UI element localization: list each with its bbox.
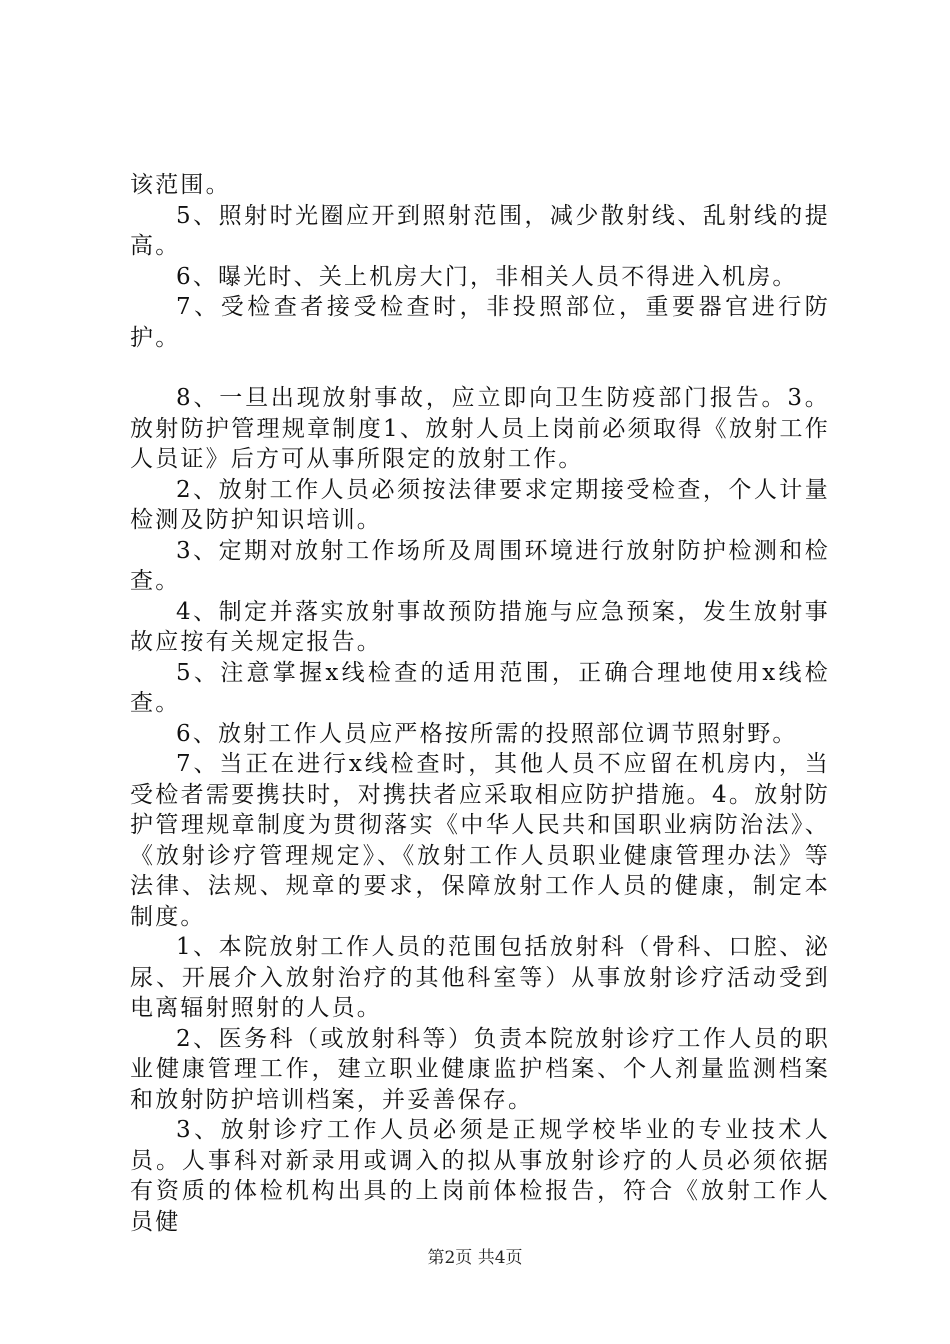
paragraph-2: 5、照射时光圈应开到照射范围，减少散射线、乱射线的提高。 (130, 202, 830, 259)
paragraph-7: 3、定期对放射工作场所及周围环境进行放射防护检测和检查。 (130, 537, 830, 594)
paragraph-1: 该范围。 (130, 172, 231, 198)
paragraph-4: 7、受检查者接受检查时，非投照部位，重要器官进行防护。 (130, 294, 830, 351)
paragraph-12: 1、本院放射工作人员的范围包括放射科（骨科、口腔、泌尿、开展介入放射治疗的其他科室等）从事放射诊疗活动受到电离辐射照射的人员。 (130, 934, 830, 1021)
paragraph-5: 8、一旦出现放射事故，应立即向卫生防疫部门报告。3。放射防护管理规章制度1、放射人员上岗前必须取得《放射工作人员证》后方可从事所限定的放射工作。 (130, 385, 830, 472)
paragraph-13: 2、医务科（或放射科等）负责本院放射诊疗工作人员的职业健康管理工作，建立职业健康监护档案、个人剂量监测档案和放射防护培训档案，并妥善保存。 (130, 1025, 830, 1113)
paragraph-3: 6、曝光时、关上机房大门，非相关人员不得进入机房。 (176, 263, 798, 290)
paragraph-9: 5、注意掌握x线检查的适用范围，正确合理地使用x线检查。 (130, 659, 830, 716)
paragraph-gap (130, 353, 830, 383)
paragraph-6: 2、放射工作人员必须按法律要求定期接受检查，个人计量检测及防护知识培训。 (130, 476, 830, 533)
paragraph-14: 3、放射诊疗工作人员必须是正规学校毕业的专业技术人员。人事科对新录用或调入的拟从事放射诊疗的人员必须依据有资质的体检机构出具的上岗前体检报告，符合《放射工作人员健 (130, 1117, 830, 1235)
paragraph-11: 7、当正在进行x线检查时，其他人员不应留在机房内，当受检者需要携扶时，对携扶者应采取相应防护措施。4。放射防护管理规章制度为贯彻落实《中华人民共和国职业病防治法》、《放射诊疗管理规定》、《放射工作人员职业健康管理办法》等法律、法规、规章的要求，保障放射工作人员的健康，制定本制度。 (130, 751, 830, 930)
document-body (130, 170, 830, 1237)
paragraph-8: 4、制定并落实放射事故预防措施与应急预案，发生放射事故应按有关规定报告。 (130, 598, 830, 655)
paragraph-10: 6、放射工作人员应严格按所需的投照部位调节照射野。 (176, 720, 798, 747)
page-number-footer: 第2页 共4页 (427, 1248, 523, 1268)
